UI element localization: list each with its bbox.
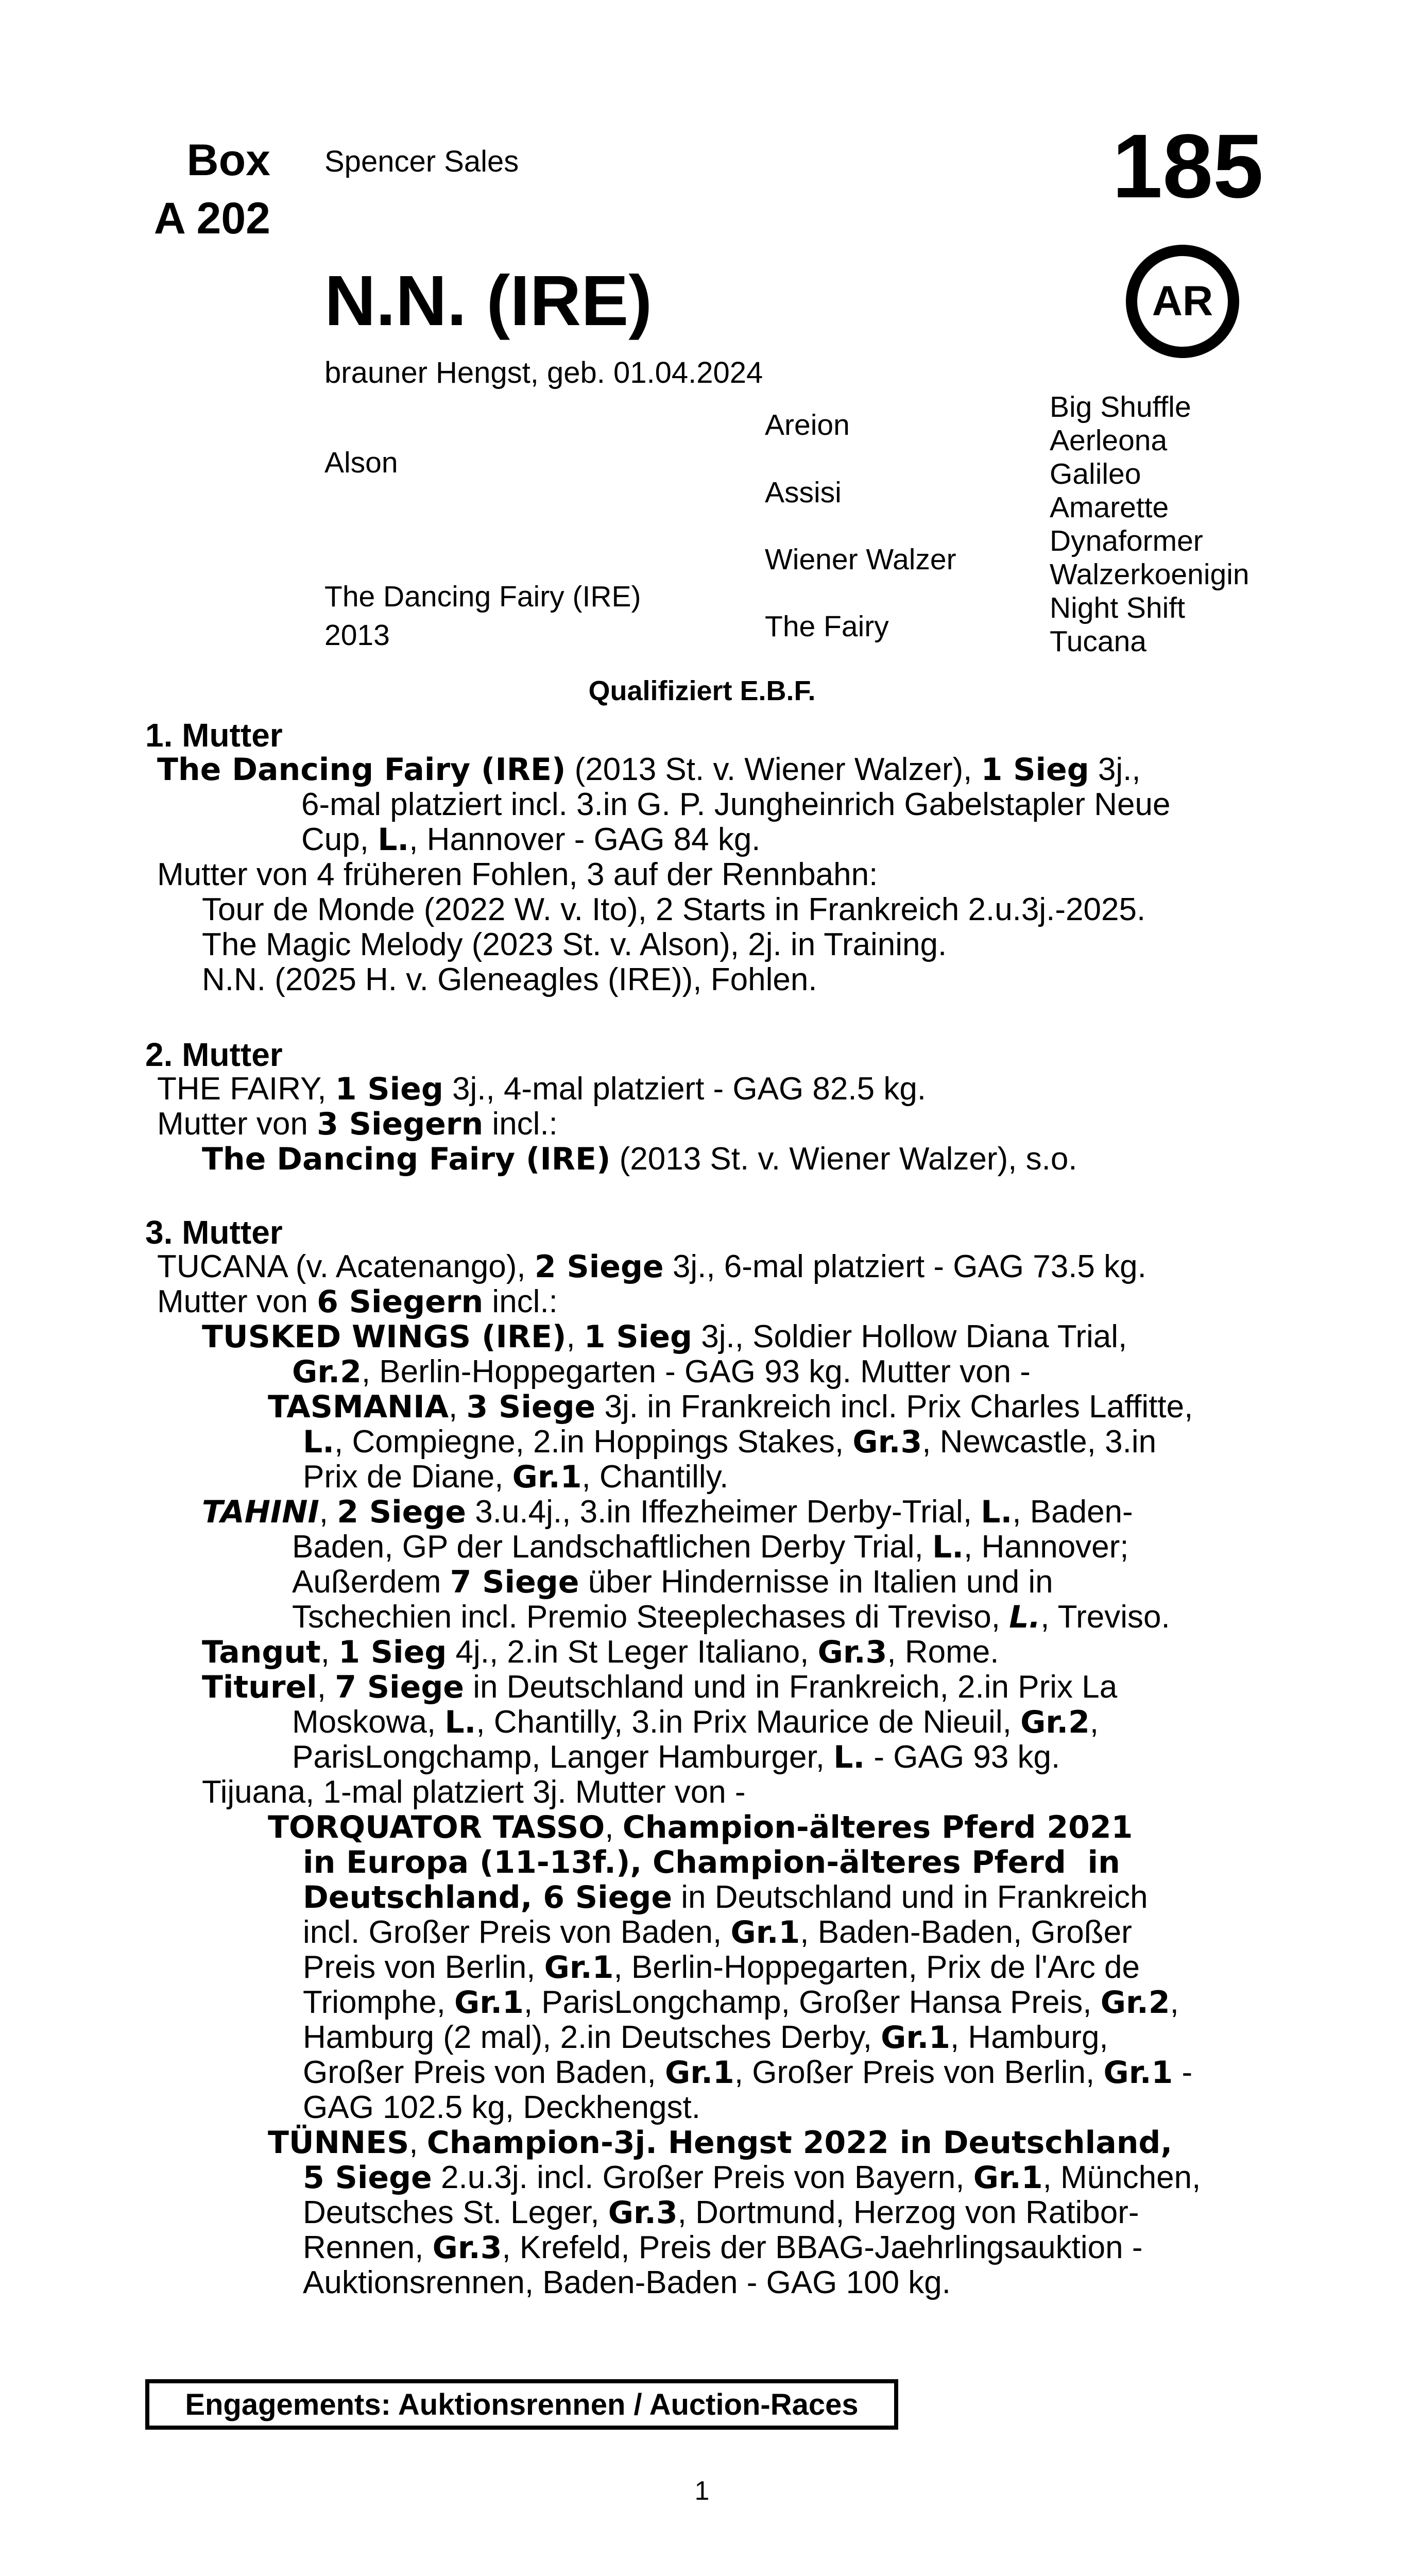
tusked-wings-line-2: [292, 1354, 1031, 1389]
group-marker: Gr.3: [432, 2230, 502, 2266]
pedigree-sire: Alson: [324, 446, 398, 479]
text: ,: [319, 1494, 337, 1530]
engagements-box: [145, 2379, 898, 2430]
text: Großer Preis von Baden,: [303, 2055, 665, 2090]
listed-marker: L.: [444, 1704, 476, 1740]
page-number: 1: [694, 2476, 710, 2506]
group-marker: Gr.1: [454, 1985, 524, 2021]
torquator-tasso-line-8: [303, 2055, 1192, 2090]
listed-marker: L.: [932, 1529, 964, 1565]
text: Außerdem: [292, 1564, 450, 1600]
second-dam-text: 3j., 4-mal platziert - GAG 82.5 kg.: [443, 1071, 927, 1107]
wins: 2 Siege: [337, 1494, 467, 1530]
third-dam-text: Mutter von: [157, 1284, 317, 1319]
pedigree-dam-year: 2013: [324, 619, 390, 652]
torquator-tasso-line-2: [303, 1845, 1120, 1880]
tahini-line-1: [202, 1495, 1133, 1530]
first-dam-line-1: [157, 752, 1141, 787]
text: , Newcastle, 3.in: [922, 1424, 1157, 1460]
pedigree-ggp-1: Big Shuffle: [1050, 391, 1191, 423]
text: , München,: [1042, 2160, 1201, 2195]
text: in Deutschland und in Frankreich, 2.in Prix La: [464, 1669, 1118, 1705]
group-marker: Gr.1: [664, 2055, 734, 2091]
first-dam-line-2: 6-mal platziert incl. 3.in G. P. Jungheinrich Gabelstapler Neue: [301, 787, 1171, 822]
tunnes-line-2: [303, 2160, 1201, 2195]
group-marker: Gr.1: [544, 1950, 614, 1986]
ar-badge: [1126, 245, 1239, 358]
box-number: A 202: [153, 194, 270, 243]
wins: 3 Siege: [466, 1389, 596, 1425]
pedigree-ggp-7: Night Shift: [1050, 591, 1185, 624]
text: Baden, GP der Landschaftlichen Derby Trial,: [292, 1529, 932, 1565]
text: 3.u.4j., 3.in Iffezheimer Derby-Trial,: [466, 1494, 981, 1530]
second-dam-text: THE FAIRY,: [157, 1071, 335, 1107]
torquator-tasso-line-6: [303, 1985, 1179, 2020]
text: ,: [409, 2125, 427, 2160]
engagements-label: Engagements: Auktionsrennen / Auction-Races: [185, 2387, 859, 2421]
text: , Baden-: [1012, 1494, 1133, 1530]
wins: 1 Sieg: [338, 1634, 447, 1670]
text: -: [1173, 2055, 1193, 2090]
champion-title: Deutschland, 6 Siege: [303, 1879, 673, 1916]
text: ,: [320, 1634, 339, 1670]
third-dam-heading: 3. Mutter: [145, 1214, 283, 1251]
first-dam-text: Cup,: [301, 822, 378, 857]
first-dam-produce-2: The Magic Melody (2023 St. v. Alson), 2j. in Training.: [202, 927, 947, 962]
pedigree-dam: The Dancing Fairy (IRE): [324, 580, 641, 613]
text: Moskowa,: [292, 1704, 445, 1740]
third-dam-text: 3j., 6-mal platziert - GAG 73.5 kg.: [663, 1249, 1146, 1284]
tahini-line-4: [292, 1600, 1170, 1635]
titurel-line-1: [202, 1670, 1117, 1705]
text: 4j., 2.in St Leger Italiano,: [447, 1634, 818, 1670]
second-dam-text: incl.:: [483, 1106, 558, 1142]
torquator-tasso-line-9: GAG 102.5 kg, Deckhengst.: [303, 2090, 700, 2125]
text: , Baden-Baden, Großer: [800, 1914, 1132, 1950]
pedigree-ggp-3: Galileo: [1050, 457, 1141, 490]
first-dam-line-3: [301, 822, 761, 857]
group-marker: Gr.2: [1100, 1985, 1170, 2021]
third-dam-winners: 6 Siegern: [317, 1284, 484, 1320]
group-marker: Gr.1: [1103, 2055, 1173, 2091]
tunnes-line-5: Auktionsrennen, Baden-Baden - GAG 100 kg.: [303, 2265, 951, 2300]
first-dam-wins: 1 Sieg: [981, 752, 1089, 788]
tijuana-line: Tijuana, 1-mal platziert 3j. Mutter von -: [202, 1774, 746, 1810]
second-dam-winners: 3 Siegern: [317, 1106, 484, 1142]
wins: 7 Siege: [335, 1669, 464, 1705]
text: , Compiegne, 2.in Hoppings Stakes,: [334, 1424, 853, 1460]
text: ,: [566, 1319, 584, 1354]
produce-name: TUSKED WINGS (IRE): [202, 1319, 567, 1355]
group-marker: Gr.1: [512, 1459, 582, 1495]
torquator-tasso-line-7: [303, 2020, 1108, 2055]
group-marker: Gr.1: [730, 1914, 800, 1951]
third-dam-text: incl.:: [483, 1284, 558, 1319]
tasmania-line-2: [303, 1425, 1156, 1460]
text: ,: [1089, 1704, 1099, 1740]
produce-name: TORQUATOR TASSO: [268, 1809, 605, 1845]
text: Deutsches St. Leger,: [303, 2195, 608, 2230]
third-dam-wins: 2 Siege: [534, 1249, 664, 1285]
horse-description: brauner Hengst, geb. 01.04.2024: [324, 356, 763, 389]
text: Triomphe,: [303, 1985, 455, 2020]
text: ,: [317, 1669, 335, 1705]
ar-badge-label: AR: [1152, 278, 1213, 325]
text: Hamburg (2 mal), 2.in Deutsches Derby,: [303, 2020, 881, 2055]
produce-name: TAHINI: [202, 1494, 319, 1530]
titurel-line-3: [292, 1740, 1060, 1775]
pedigree-ggp-2: Aerleona: [1050, 424, 1168, 457]
champion-title: Champion-älteres Pferd 2021: [622, 1809, 1133, 1845]
tunnes-line-3: [303, 2195, 1139, 2230]
second-dam-wins: 1 Sieg: [335, 1071, 443, 1107]
text: über Hindernisse in Italien und in: [579, 1564, 1053, 1600]
wins: 1 Sieg: [584, 1319, 692, 1355]
qualification: Qualifiziert E.B.F.: [588, 675, 816, 706]
second-dam-text: (2013 St. v. Wiener Walzer), s.o.: [610, 1141, 1077, 1177]
first-dam-produce-intro: Mutter von 4 früheren Fohlen, 3 auf der Rennbahn:: [157, 857, 878, 892]
text: ParisLongchamp, Langer Hamburger,: [292, 1739, 834, 1775]
listed-marker: L.: [303, 1424, 335, 1460]
text: , ParisLongchamp, Großer Hansa Preis,: [523, 1985, 1101, 2020]
tangut-line: [202, 1635, 999, 1670]
text: , Hamburg,: [950, 2020, 1108, 2055]
first-dam-heading: 1. Mutter: [145, 717, 283, 754]
torquator-tasso-line-5: [303, 1950, 1140, 1985]
listed-marker: L.: [1009, 1599, 1041, 1635]
second-dam-produce-name: The Dancing Fairy (IRE): [202, 1141, 611, 1177]
text: , Berlin-Hoppegarten, Prix de l'Arc de: [613, 1950, 1140, 1985]
tahini-line-3: [292, 1565, 1053, 1600]
text: ,: [605, 1809, 623, 1845]
second-dam-line-1: [157, 1072, 926, 1107]
pedigree-sire-sire: Areion: [765, 409, 850, 442]
torquator-tasso-line-4: [303, 1915, 1132, 1950]
first-dam-text: 3j.,: [1089, 752, 1141, 787]
tunnes-line-1: [268, 2125, 1172, 2160]
third-dam-text: TUCANA (v. Acatenango),: [157, 1249, 535, 1284]
text: , Rome.: [887, 1634, 999, 1670]
second-dam-line-2: [157, 1107, 558, 1142]
box-label: Box: [186, 135, 270, 185]
text: Rennen,: [303, 2230, 433, 2265]
first-dam-text: (2013 St. v. Wiener Walzer),: [566, 752, 981, 787]
text: , Dortmund, Herzog von Ratibor-: [677, 2195, 1139, 2230]
produce-name: Titurel: [202, 1669, 317, 1705]
listed-marker: L.: [378, 822, 409, 858]
listed-marker: L.: [833, 1739, 865, 1775]
text: , Großer Preis von Berlin,: [734, 2055, 1104, 2090]
pedigree-sire-dam: Assisi: [765, 476, 842, 509]
pedigree-ggp-6: Walzerkoenigin: [1050, 558, 1249, 591]
text: - GAG 93 kg.: [865, 1739, 1060, 1775]
text: 3j., Soldier Hollow Diana Trial,: [692, 1319, 1127, 1354]
text: Tschechien incl. Premio Steeplechases di Treviso,: [292, 1599, 1009, 1635]
text: ,: [449, 1389, 467, 1425]
tusked-wings-line-1: [202, 1319, 1127, 1354]
pedigree-ggp-4: Amarette: [1050, 491, 1169, 524]
third-dam-line-1: [157, 1249, 1146, 1284]
listed-marker: L.: [981, 1494, 1013, 1530]
text: ,: [1170, 1985, 1179, 2020]
seller-name: Spencer Sales: [324, 145, 519, 178]
text: , Treviso.: [1040, 1599, 1170, 1635]
group-marker: Gr.2: [1020, 1704, 1090, 1740]
tasmania-line-3: [303, 1460, 728, 1495]
produce-name: TASMANIA: [268, 1389, 449, 1425]
torquator-tasso-line-1: [268, 1810, 1133, 1845]
first-dam-produce-1: Tour de Monde (2022 W. v. Ito), 2 Starts in Frankreich 2.u.3j.-2025.: [202, 892, 1146, 927]
second-dam-text: Mutter von: [157, 1106, 317, 1142]
tasmania-line-1: [268, 1389, 1193, 1425]
champion-title: Champion-3j. Hengst 2022 in Deutschland,: [426, 2125, 1173, 2161]
first-dam-text: , Hannover - GAG 84 kg.: [409, 822, 761, 857]
lot-number: 185: [1112, 116, 1263, 217]
text: , Hannover;: [964, 1529, 1129, 1565]
second-dam-heading: 2. Mutter: [145, 1036, 283, 1073]
wins: 7 Siege: [450, 1564, 579, 1600]
text: , Chantilly.: [581, 1459, 729, 1495]
horse-name: N.N. (IRE): [324, 261, 653, 341]
first-dam-name: The Dancing Fairy (IRE): [157, 752, 566, 788]
tunnes-line-4: [303, 2230, 1142, 2265]
text: incl. Großer Preis von Baden,: [303, 1914, 731, 1950]
produce-name: TÜNNES: [268, 2125, 409, 2161]
text: Prix de Diane,: [303, 1459, 512, 1495]
text: in Deutschland und in Frankreich: [672, 1879, 1148, 1915]
group-marker: Gr.1: [881, 2020, 950, 2056]
text: , Berlin-Hoppegarten - GAG 93 kg. Mutter von -: [361, 1354, 1031, 1389]
pedigree-ggp-5: Dynaformer: [1050, 524, 1203, 557]
text: , Chantilly, 3.in Prix Maurice de Nieuil,: [476, 1704, 1021, 1740]
text: 2.u.3j. incl. Großer Preis von Bayern,: [432, 2160, 973, 2195]
titurel-line-2: [292, 1705, 1099, 1740]
champion-title: in Europa (11-13f.), Champion-älteres Pferd in: [303, 1844, 1120, 1880]
torquator-tasso-line-3: [303, 1880, 1148, 1915]
text: , Krefeld, Preis der BBAG-Jaehrlingsauktion -: [502, 2230, 1143, 2265]
group-marker: Gr.3: [852, 1424, 922, 1460]
group-marker: Gr.2: [292, 1354, 362, 1390]
group-marker: Gr.1: [973, 2160, 1043, 2196]
pedigree-dam-dam: The Fairy: [765, 610, 889, 643]
text: 3j. in Frankreich incl. Prix Charles Laffitte,: [595, 1389, 1193, 1425]
tahini-line-2: [292, 1530, 1129, 1565]
group-marker: Gr.3: [608, 2195, 678, 2231]
text: Preis von Berlin,: [303, 1950, 544, 1985]
pedigree-dam-sire: Wiener Walzer: [765, 543, 956, 576]
third-dam-line-2: [157, 1284, 558, 1319]
first-dam-produce-3: N.N. (2025 H. v. Gleneagles (IRE)), Fohlen.: [202, 962, 817, 997]
pedigree-ggp-8: Tucana: [1050, 625, 1147, 658]
group-marker: Gr.3: [817, 1634, 887, 1670]
second-dam-line-3: [202, 1142, 1077, 1177]
wins: 5 Siege: [303, 2160, 432, 2196]
produce-name: Tangut: [202, 1634, 321, 1670]
